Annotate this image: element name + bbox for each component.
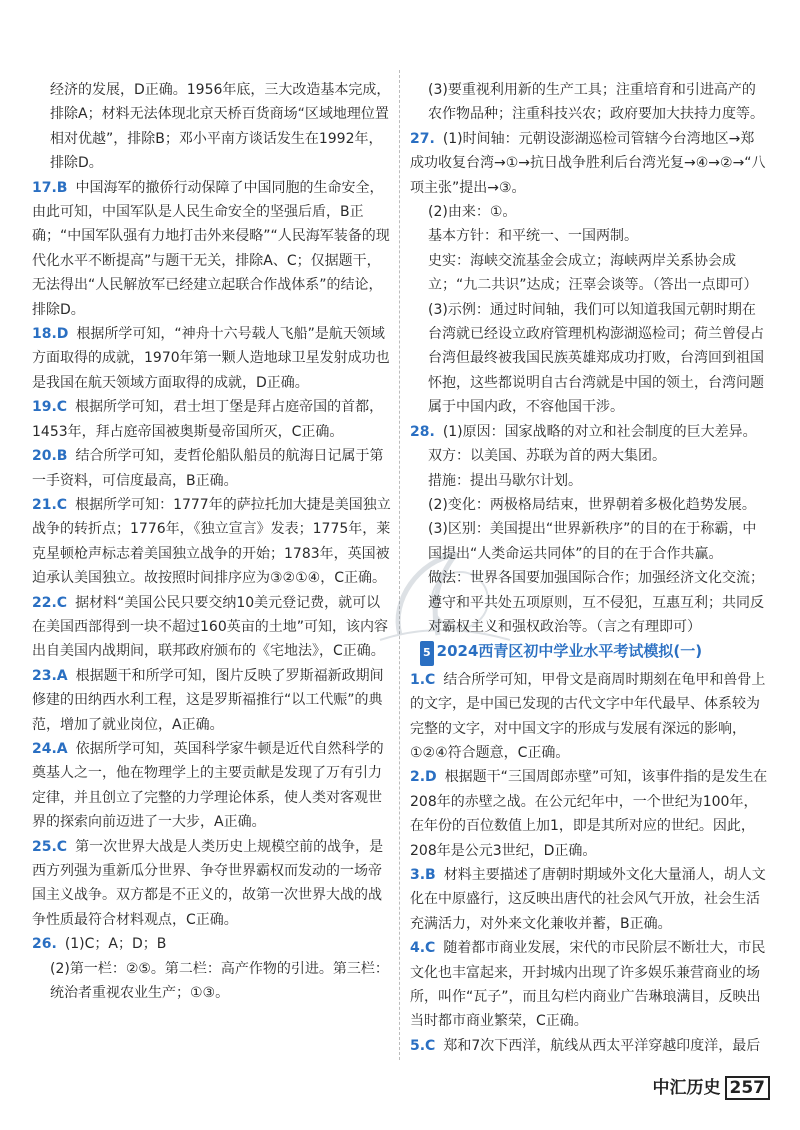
answer-item xyxy=(32,176,392,322)
answer-item xyxy=(410,420,768,444)
answer-text: 根据题干和所学可知，图片反映了罗斯福新政期间修建的田纳西水利工程，这是罗斯福推行“以工代赈”的典范，增加了就业岗位，A正确。 xyxy=(32,667,384,733)
answer-text: (3)要重视利用新的生产工具；注重培育和引进高产的农作物品种；注重科技兴农；政府要加大扶持力度等。 xyxy=(428,82,764,123)
answer-item xyxy=(410,936,768,1034)
answer-number: 20.B xyxy=(32,448,68,465)
answer-number: 27. xyxy=(410,130,435,147)
answer-text: 双方：以美国、苏联为首的两大集团。 xyxy=(428,448,666,465)
answer-text: 第一次世界大战是人类历史上规模空前的战争，是西方列强为重新瓜分世界、争夺世界霸权而发动的一场帝国主义战争。双方都是不正义的，故第一次世界大战的战争性质最符合材料观点，C正确。 xyxy=(32,838,384,928)
answer-text: (2)变化：两极格局结束，世界朝着多极化趋势发展。 xyxy=(428,496,756,513)
answer-text: 郑和7次下西洋，航线从西太平洋穿越印度洋，最后 xyxy=(443,1037,761,1054)
answer-item xyxy=(410,469,768,493)
answer-number: 21.C xyxy=(32,496,68,513)
section-title: 5 2024西青区初中学业水平考试模拟(一) xyxy=(420,639,768,665)
answer-number: 2.D xyxy=(410,769,437,786)
answer-item xyxy=(32,444,392,493)
answer-item xyxy=(32,957,392,1006)
right-column xyxy=(410,78,768,1058)
answer-item xyxy=(32,493,392,591)
answer-item xyxy=(410,1034,768,1058)
page-footer xyxy=(653,1073,771,1098)
answer-text: 做法：世界各国要加强国际合作；加强经济文化交流；遵守和平共处五项原则，互不侵犯，互惠互利；共同反对霸权主义和强权政治等。（言之有理即可） xyxy=(428,570,764,635)
answer-text: 经济的发展，D正确。1956年底，三大改造基本完成，排除A；材料无法体现北京天桥百货商场“区域地理位置相对优越”，排除B；邓小平南方谈话发生在1992年，排除D。 xyxy=(50,82,391,172)
answer-item xyxy=(410,224,768,248)
answer-text: 根据所学可知，君士坦丁堡是拜占庭帝国的首都，1453年，拜占庭帝国被奥斯曼帝国所灭，C正确。 xyxy=(32,399,384,440)
answer-number: 5.C xyxy=(410,1037,436,1054)
answer-number: 23.A xyxy=(32,667,68,684)
answer-text: 结合所学可知，麦哲伦船队船员的航海日记属于第一手资料，可信度最高，B正确。 xyxy=(32,448,384,489)
answer-text: (1)原因：国家战略的对立和社会制度的巨大差异。 xyxy=(442,423,757,440)
answer-number: 24.A xyxy=(32,740,68,757)
answer-item xyxy=(32,737,392,835)
answer-number: 18.D xyxy=(32,326,69,343)
answer-item xyxy=(32,932,392,956)
answer-text: 史实：海峡交流基金会成立；海峡两岸关系协会成立；“九二共识”达成；汪辜会谈等。（答出一点即可） xyxy=(428,252,758,294)
answer-text: 依据所学可知，英国科学家牛顿是近代自然科学的奠基人之一，他在物理学上的主要贡献是发现了万有引力定律，并且创立了完整的力学理论体系，使人类对客观世界的探索向前迈进了一大步，A正确。 xyxy=(32,740,384,831)
answer-text: 中国海军的撤侨行动保障了中国同胞的生命安全，由此可知，中国军队是人民生命安全的坚强后盾，B正确；“中国军队强有力地打击外来侵略”“人民海军装备的现代化水平不断提高”与题干无关，排除A、C；仅据题干，无法得出“人民解放军已经建立起联合作战体系”的结论，排除D。 xyxy=(32,179,390,318)
answer-text: (2)由来：①。 xyxy=(428,204,517,221)
answer-number: 4.C xyxy=(410,940,436,957)
answer-text: 措施：提出马歇尔计划。 xyxy=(428,472,582,489)
answer-number: 3.B xyxy=(410,867,436,883)
section-badge: 5 xyxy=(420,641,434,665)
answer-text: (3)区别：美国提出“世界新秩序”的目的在于称霸，中国提出“人类命运共同体”的目的在于合作共赢。 xyxy=(428,521,757,562)
answer-item xyxy=(32,78,392,176)
answer-item xyxy=(410,863,768,936)
answer-text: (1)时间轴：元朝设澎湖巡检司管辖今台湾地区→郑成功收复台湾→①→抗日战争胜利后台湾光复→④→②→“八项主张”提出→③。 xyxy=(410,130,766,196)
answer-text: 基本方针：和平统一、一国两制。 xyxy=(428,228,638,245)
answer-item xyxy=(32,322,392,395)
answer-number: 17.B xyxy=(32,179,68,196)
answer-number: 26. xyxy=(32,936,57,953)
answer-item xyxy=(410,668,768,766)
answer-text: 随着都市商业发展，宋代的市民阶层不断壮大，市民文化也丰富起来，开封城内出现了许多娱乐兼营商业的场所，叫作“瓦子”，而且勾栏内商业广告琳琅满目，反映出当时都市商业繁荣，C正确。 xyxy=(410,940,766,1030)
answer-text: 根据所学可知，“神舟十六号载人飞船”是航天领域方面取得的成就，1970年第一颗人造地球卫星发射成功也是我国在航天领域方面取得的成就，D正确。 xyxy=(32,326,390,391)
answer-item xyxy=(410,566,768,639)
answer-number: 1.C xyxy=(410,671,436,688)
answer-item xyxy=(32,664,392,737)
answer-item xyxy=(32,395,392,444)
answer-item xyxy=(32,835,392,933)
answer-item xyxy=(410,493,768,517)
answer-text: (1)C；A；D；B xyxy=(64,936,167,953)
answer-item xyxy=(410,517,768,566)
answer-number: 28. xyxy=(410,423,435,440)
answer-text: 根据所学可知：1777年的萨拉托加大捷是美国独立战争的转折点；1776年，《独立宣言》发表；1775年，莱克星顿枪声标志着美国独立战争的开始；1783年，英国被迫承认美国独立。故按照时间排序应为③②①④，C正确。 xyxy=(32,496,391,587)
answer-number: 19.C xyxy=(32,399,68,416)
answer-text: (2)第一栏：②⑤。第二栏：高产作物的引进。第三栏：统治者重视农业生产；①③。 xyxy=(50,960,389,1002)
left-column xyxy=(32,78,392,1005)
answer-item xyxy=(410,765,768,863)
answer-text: (3)示例：通过时间轴，我们可以知道我国元朝时期在台湾就已经设立政府管理机构澎湖巡检司；荷兰曾侵占台湾但最终被我国民族英雄郑成功打败，台湾回到祖国怀抱，这些都说明自古台湾就是中国的领土，台湾问题属于中国内政，不容他国干涉。 xyxy=(428,301,764,416)
answer-text: 材料主要描述了唐朝时期域外文化大量涌人，胡人文化在中原盛行，这反映出唐代的社会风气开放，社会生活充满活力，对外来文化兼收并蓄，B正确。 xyxy=(410,867,766,932)
answer-item xyxy=(410,298,768,420)
answer-item xyxy=(410,200,768,224)
answer-item xyxy=(410,127,768,200)
answer-item xyxy=(410,249,768,298)
page-number: 257 xyxy=(725,1076,771,1100)
answer-number: 25.C xyxy=(32,838,68,855)
answer-text: 据材料“美国公民只要交纳10美元登记费，就可以在美国西部得到一块不超过160英亩的土地”可知，该内容出自美国内战期间，联邦政府颁布的《宅地法》，C正确。 xyxy=(32,594,388,660)
footer-label: 中汇历史 xyxy=(652,1078,721,1098)
answer-item xyxy=(32,591,392,664)
answer-text: 结合所学可知，甲骨文是商周时期刻在龟甲和兽骨上的文字，是中国已发现的古代文字中年代最早、体系较为完整的文字，对中国文字的形成与发展有深远的影响，①②④符合题意，C正确。 xyxy=(410,671,766,761)
answer-item xyxy=(410,444,768,468)
answer-text: 根据题干“三国周郎赤壁”可知，该事件指的是发生在208年的赤壁之战。在公元纪年中，一个世纪为100年，在年份的百位数值上加1，即是其所对应的世纪。因此，208年是公元3世纪，D正确。 xyxy=(410,769,768,859)
answer-number: 22.C xyxy=(32,594,68,611)
answer-item xyxy=(410,78,768,127)
